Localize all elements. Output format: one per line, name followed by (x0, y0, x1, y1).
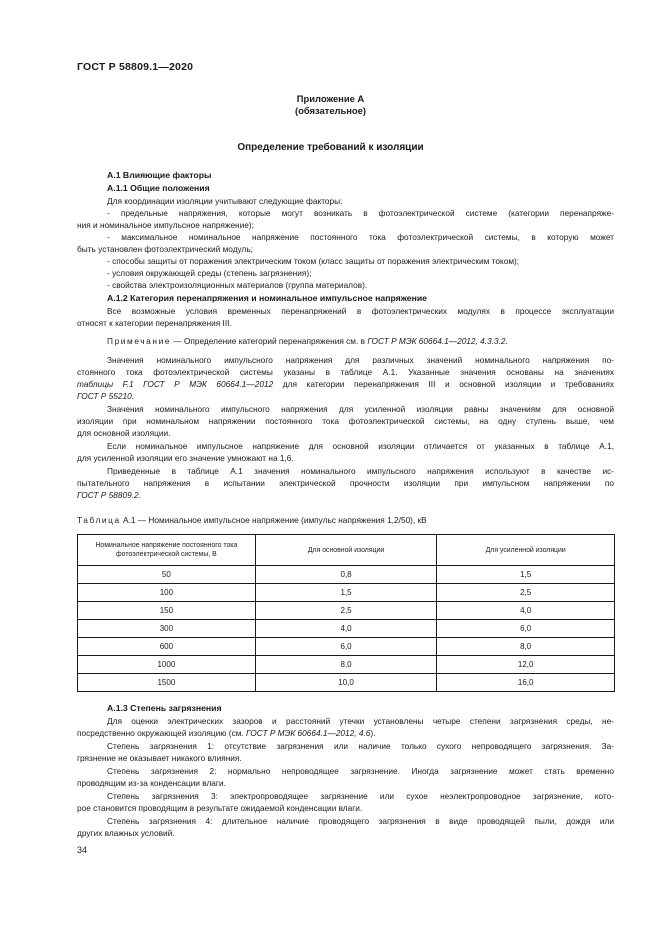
paragraph-text: для категории перенапряжения III и основной изоляции и требованиях (273, 379, 614, 389)
paragraph-line (77, 379, 614, 390)
paragraph-text: посредственно окружающей изоляцию (см. (77, 728, 247, 738)
table-row (78, 602, 615, 620)
annex-title: Приложение А (296, 93, 365, 104)
paragraph-line: - максимальное номинальное напряжение постоянного тока фотоэлектрической системы, в которую может (107, 232, 614, 242)
table-row (78, 584, 615, 602)
paragraph-line: Для оценки электрических зазоров и расстояний утечки установлены четыре степени загрязнения среды, не- (107, 716, 614, 726)
table-cell: 1000 (78, 656, 256, 674)
note (107, 336, 508, 347)
paragraph-line: пытательного напряжения в испытании электрической прочности изоляции при импульсном напряжении по (77, 478, 614, 488)
table-cell: 50 (78, 566, 256, 584)
table-row (78, 638, 615, 656)
table-row (78, 566, 615, 584)
paragraph-line (77, 728, 376, 739)
table-header-cell: Для основной изоляции (255, 535, 437, 566)
table-row (78, 674, 615, 692)
table-cell: 150 (78, 602, 256, 620)
table-cell: 2,5 (437, 584, 615, 602)
table-header-row (78, 535, 615, 566)
paragraph-line: рое становится проводящим в результате ожидаемой конденсации влаги. (77, 803, 363, 813)
heading-a11: А.1.1 Общие положения (107, 183, 210, 193)
paragraph-line: проводящим из-за конденсации влаги. (77, 778, 226, 788)
note-reference: ГОСТ Р МЭК 60664.1—2012, 4.3.3.2 (367, 336, 506, 346)
table-row (78, 620, 615, 638)
standard-reference: ГОСТ Р 58809.2 (77, 490, 139, 500)
paragraph-text: . (138, 490, 141, 500)
paragraph-line: Значения номинального импульсного напряжения для усиленной изоляции равны значениям для основной (107, 404, 614, 414)
page-number: 34 (77, 845, 88, 855)
heading-a1: А.1 Влияющие факторы (107, 170, 212, 180)
table-reference: таблицы F.1 ГОСТ Р МЭК 60664.1—2012 (77, 379, 274, 389)
table-cell: 4,0 (437, 602, 615, 620)
paragraph-line: относят к категории перенапряжения III. (77, 318, 232, 328)
paragraph-line (77, 391, 134, 402)
table-cell: 300 (78, 620, 256, 638)
paragraph-line: ния и номинальное импульсное напряжение); (77, 220, 254, 230)
table-cell: 10,0 (255, 674, 437, 692)
table-cell: 6,0 (437, 620, 615, 638)
paragraph-line: Все возможные условия временных перенапряжений в фотоэлектрических модулях в процессе эксплуатации (107, 306, 614, 316)
section-title: Определение требований к изоляции (237, 142, 424, 153)
table-cell: 1,5 (255, 584, 437, 602)
heading-a12: А.1.2 Категория перенапряжения и номинальное импульсное напряжение (107, 293, 427, 303)
table-caption-label: Таблица (77, 515, 121, 525)
table-cell: 1500 (78, 674, 256, 692)
paragraph-line: Степень загрязнения 3: электропроводящее загрязнение или сухое неэлектропроводное загрязнение, кото- (107, 791, 614, 801)
paragraph-line: - условия окружающей среды (степень загрязнения); (107, 268, 312, 278)
impulse-voltage-table (77, 534, 615, 692)
paragraph-line: Значения номинального импульсного напряжения для различных значений номинального напряжения по- (107, 355, 614, 365)
annex-status: (обязательное) (295, 105, 366, 116)
table-caption-text: А.1 — Номинальное импульсное напряжение (импульс напряжения 1,2/50), кВ (120, 515, 427, 525)
table-cell: 2,5 (255, 602, 437, 620)
paragraph-line: для усиленной изоляции его значение умножают на 1,6. (77, 453, 294, 463)
paragraph-line: быть установлен фотоэлектрический модуль; (77, 244, 253, 254)
paragraph-line: изоляции при номинальном напряжении постоянного тока фотоэлектрической системы, на одну ступень выше, чем (77, 416, 614, 426)
paragraph-line: стоянного тока фотоэлектрической системы указаны в таблице А.1. Указанные значения основаны на значениях (77, 367, 614, 377)
paragraph-text: ). (370, 728, 376, 738)
paragraph-line: грязнение не оказывает никакого влияния. (77, 753, 242, 763)
standard-reference: ГОСТ Р 55210 (77, 391, 132, 401)
document-header-code: ГОСТ Р 58809.1—2020 (77, 61, 194, 73)
paragraph-text: . (131, 391, 135, 401)
table-cell: 8,0 (255, 656, 437, 674)
paragraph-line (77, 490, 141, 501)
paragraph-line: Если номинальное импульсное напряжение для основной изоляции отличается от указанных в таблице А.1, (107, 441, 614, 451)
table-cell: 6,0 (255, 638, 437, 656)
paragraph-line: - предельные напряжения, которые могут возникать в фотоэлектрической системе (категории перенапряже- (107, 208, 614, 218)
note-text: — Определение категорий перенапряжения см. в (171, 336, 368, 346)
table-cell: 12,0 (437, 656, 615, 674)
paragraph-line: - свойства электроизоляционных материалов (группа материалов). (107, 280, 368, 290)
paragraph-line: для основной изоляции. (77, 428, 171, 438)
table-cell: 4,0 (255, 620, 437, 638)
table-header-cell: Номинальное напряжение постоянного тока фотоэлектрической системы, В (78, 535, 256, 566)
paragraph-line: Приведенные в таблице А.1 значения номинального импульсного напряжения используют в качестве ис- (107, 466, 614, 476)
table-cell: 8,0 (437, 638, 615, 656)
table-cell: 600 (78, 638, 256, 656)
paragraph-line: Степень загрязнения 1: отсутствие загрязнения или наличие только сухого непроводящего загрязнения. За- (107, 741, 614, 751)
note-end: . (505, 336, 508, 346)
table-cell: 0,8 (255, 566, 437, 584)
table-cell: 100 (78, 584, 256, 602)
paragraph-line: Степень загрязнения 4: длительное наличие проводящего загрязнения в виде проводящей пыли, дождя или (107, 816, 614, 826)
table-cell: 1,5 (437, 566, 615, 584)
paragraph-line: других влажных условий. (77, 828, 175, 838)
paragraph-line: Степень загрязнения 2: нормально непроводящее загрязнение. Иногда загрязнение может стать временно (107, 766, 614, 776)
table-caption (77, 515, 427, 525)
note-label: Примечание (107, 336, 172, 346)
heading-a13: А.1.3 Степень загрязнения (107, 703, 222, 713)
table-row (78, 656, 615, 674)
paragraph-line: Для координации изоляции учитывают следующие факторы: (107, 196, 343, 206)
table-header-cell: Для усиленной изоляции (437, 535, 615, 566)
standard-reference: ГОСТ Р МЭК 60664.1—2012, 4.6 (246, 728, 371, 738)
paragraph-line: - способы защиты от поражения электрическим током (класс защиты от поражения электрическим током); (107, 256, 520, 266)
table-cell: 16,0 (437, 674, 615, 692)
